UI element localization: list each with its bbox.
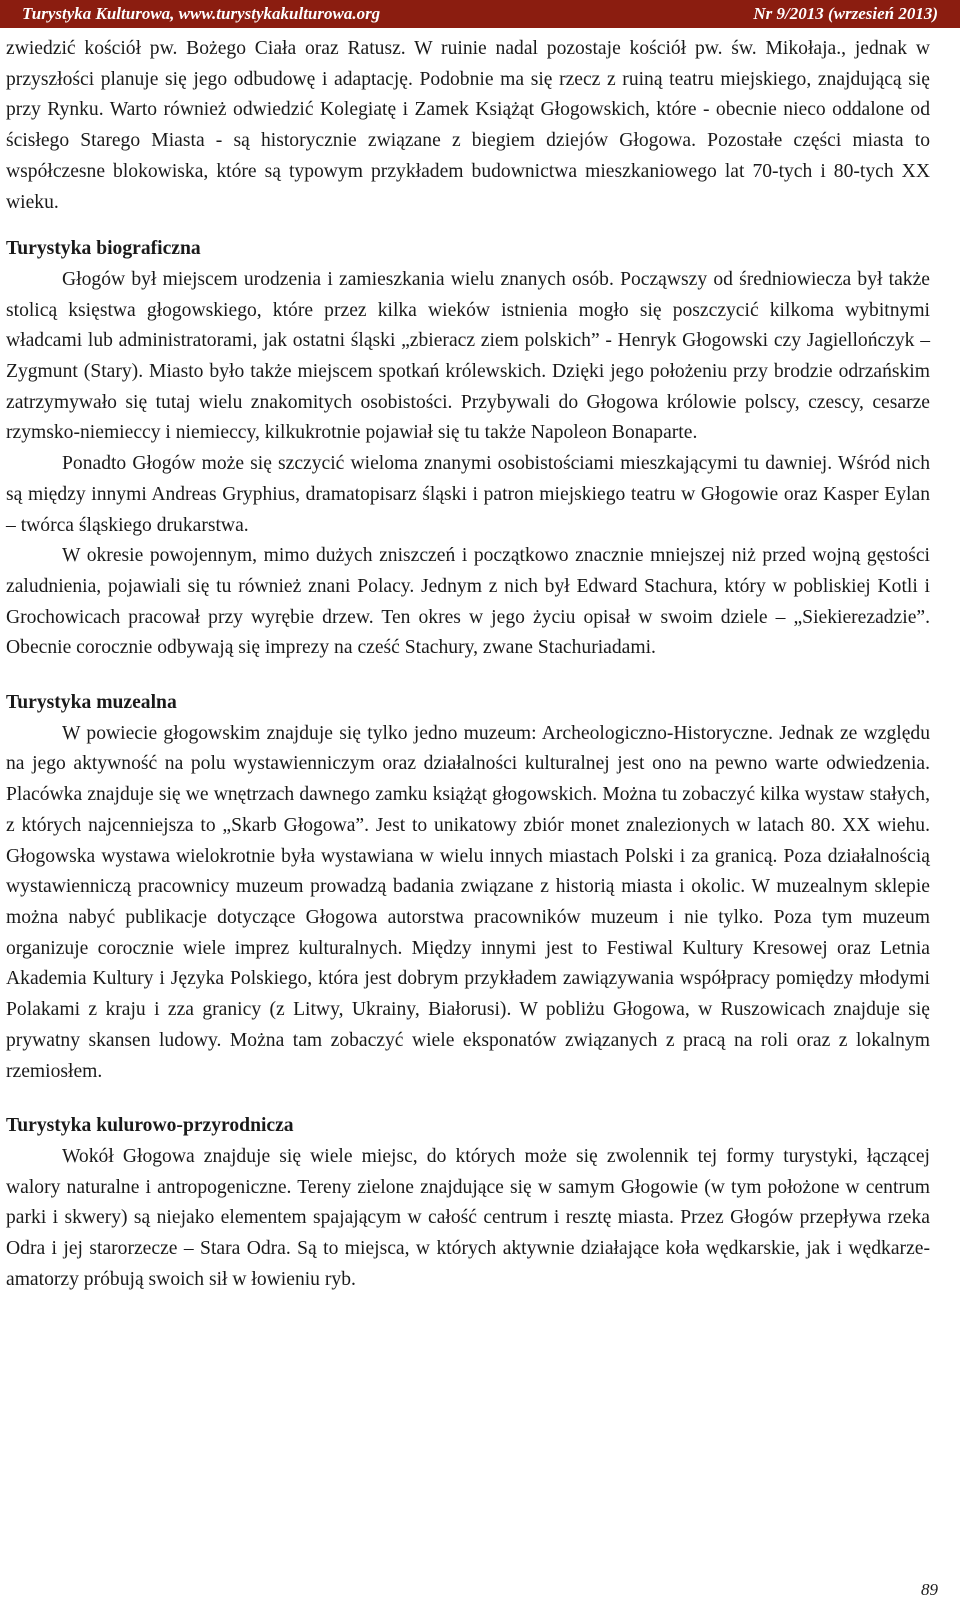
page-number: 89 <box>921 1580 938 1599</box>
header-journal-title: Turystyka Kulturowa, www.turystykakulturowa.org <box>22 4 381 23</box>
section-museum-tourism <box>6 688 930 1087</box>
intro-paragraph: zwiedzić kościół pw. Bożego Ciała oraz Ratusz. W ruinie nadal pozostaje kościół pw. św. Mikołaja., jednak w przyszłości planuje się jego odbudowę i adaptację. Podobnie ma się rzecz z ruiną teatru miejskiego, znajdującą się przy Rynku. Warto również odwiedzić Kolegiatę i Zamek Książąt Głogowskich, które - obecnie nieco oddalone od ścisłego Starego Miasta - są historycznie związane z biegiem dziejów Głogowa. Pozostałe części miasta to współczesne blokowiska, które są typowym przykładem budownictwa mieszkaniowego lat 70-tych i 80-tych XX wieku. <box>6 38 930 213</box>
section-paragraph: Wokół Głogowa znajduje się wiele miejsc, do których może się zwolennik tej formy turystyki, łączącej walory naturalne i antropogeniczne. Tereny zielone znajdujące się w samym Głogowie (w tym położone w centrum parki i skwery) są niejako elementem spajającym w całość centrum i resztę miasta. Przez Głogów przepływa rzeka Odra i jej starorzecze – Stara Odra. Są to miejsca, w których aktywnie działające koła wędkarskie, jak i wędkarze-amatorzy próbują swoich sił w łowieniu ryb. <box>6 1145 930 1290</box>
section-biographical-tourism <box>6 234 930 664</box>
section-paragraph: Głogów był miejscem urodzenia i zamieszkania wielu znanych osób. Począwszy od średniowiecza był także stolicą księstwa głogowskiego, które przez kilka wieków istnienia mogło się poszczycić kilkoma wybitnymi władcami lub administratorami, jak ostatni śląski „zbieracz ziem polskich” - Henryk Głogowski czy Jagiellończyk – Zygmunt (Stary). Miasto było także miejscem spotkań królewskich. Dzięki jego położeniu przy brodzie odrzańskim zatrzymywało się tutaj wielu znakomitych osobistości. Przybywali do Głogowa królowie polscy, czescy, cesarze rzymsko-niemieccy i niemieccy, kilkukrotnie pojawiał się tu także Napoleon Bonaparte. <box>6 268 930 444</box>
section-heading: Turystyka muzealna <box>6 692 177 714</box>
section-paragraph: W okresie powojennym, mimo dużych zniszczeń i początkowo znacznie mniejszej niż przed wojną gęstości zaludnienia, pojawiali się tu również znani Polacy. Jednym z nich był Edward Stachura, który w pobliskiej Kotli i Grochowicach pracował przy wyrębie drzew. Ten okres w jego życiu opisał w swoim dziele – „Siekierezadzie”. Obecnie corocznie odbywają się imprezy na cześć Stachury, zwane Stachuriadami. <box>6 545 930 659</box>
section-paragraph: Ponadto Głogów może się szczycić wieloma znanymi osobistościami mieszkającymi tu dawniej. Wśród nich są między innymi Andreas Gryphius, dramatopisarz śląski i patron miejskiego teatru w Głogowie oraz Kasper Eylan – twórca śląskiego drukarstwa. <box>6 453 930 536</box>
section-heading: Turystyka biograficzna <box>6 238 201 260</box>
page-header <box>0 0 960 28</box>
article-body <box>6 34 930 1295</box>
section-paragraph: W powiecie głogowskim znajduje się tylko jedno muzeum: Archeologiczno-Historyczne. Jednak ze względu na jego aktywność na polu wystawienniczym oraz działalności kulturalnej jest ono na pewno warte odwiedzenia. Placówka znajduje się we wnętrzach dawnego zamku książąt głogowskich. Można tu zobaczyć kilka wystaw stałych, z których najcenniejsza to „Skarb Głogowa”. Jest to unikatowy zbiór monet znalezionych w latach 80. XX wiehu. Głogowska wystawa wielokrotnie była wystawiana w wielu innych miastach Polski i za granicą. Poza działalnością wystawienniczą pracownicy muzeum prowadzą badania związane z historią miasta i okolic. W muzealnym sklepie można nabyć publikacje dotyczące Głogowa autorstwa pracowników muzeum i nie tylko. Poza tym muzeum organizuje corocznie wiele imprez kulturalnych. Między innymi jest to Festiwal Kultury Kresowej oraz Letnia Akademia Kultury i Języka Polskiego, która jest dobrym przykładem zawiązywania współpracy pomiędzy młodymi Polakami z kraju i zza granicy (z Litwy, Ukrainy, Białorusi). W pobliżu Głogowa, w Ruszowicach znajduje się prywatny skansen ludowy. Można tam zobaczyć wiele eksponatów związanych z pracą na roli oraz z lokalnym rzemiosłem. <box>6 722 930 1082</box>
header-issue-number: Nr 9/2013 (wrzesień 2013) <box>753 4 938 23</box>
section-cultural-nature-tourism <box>6 1111 930 1295</box>
section-heading: Turystyka kulurowo-przyrodnicza <box>6 1115 294 1137</box>
